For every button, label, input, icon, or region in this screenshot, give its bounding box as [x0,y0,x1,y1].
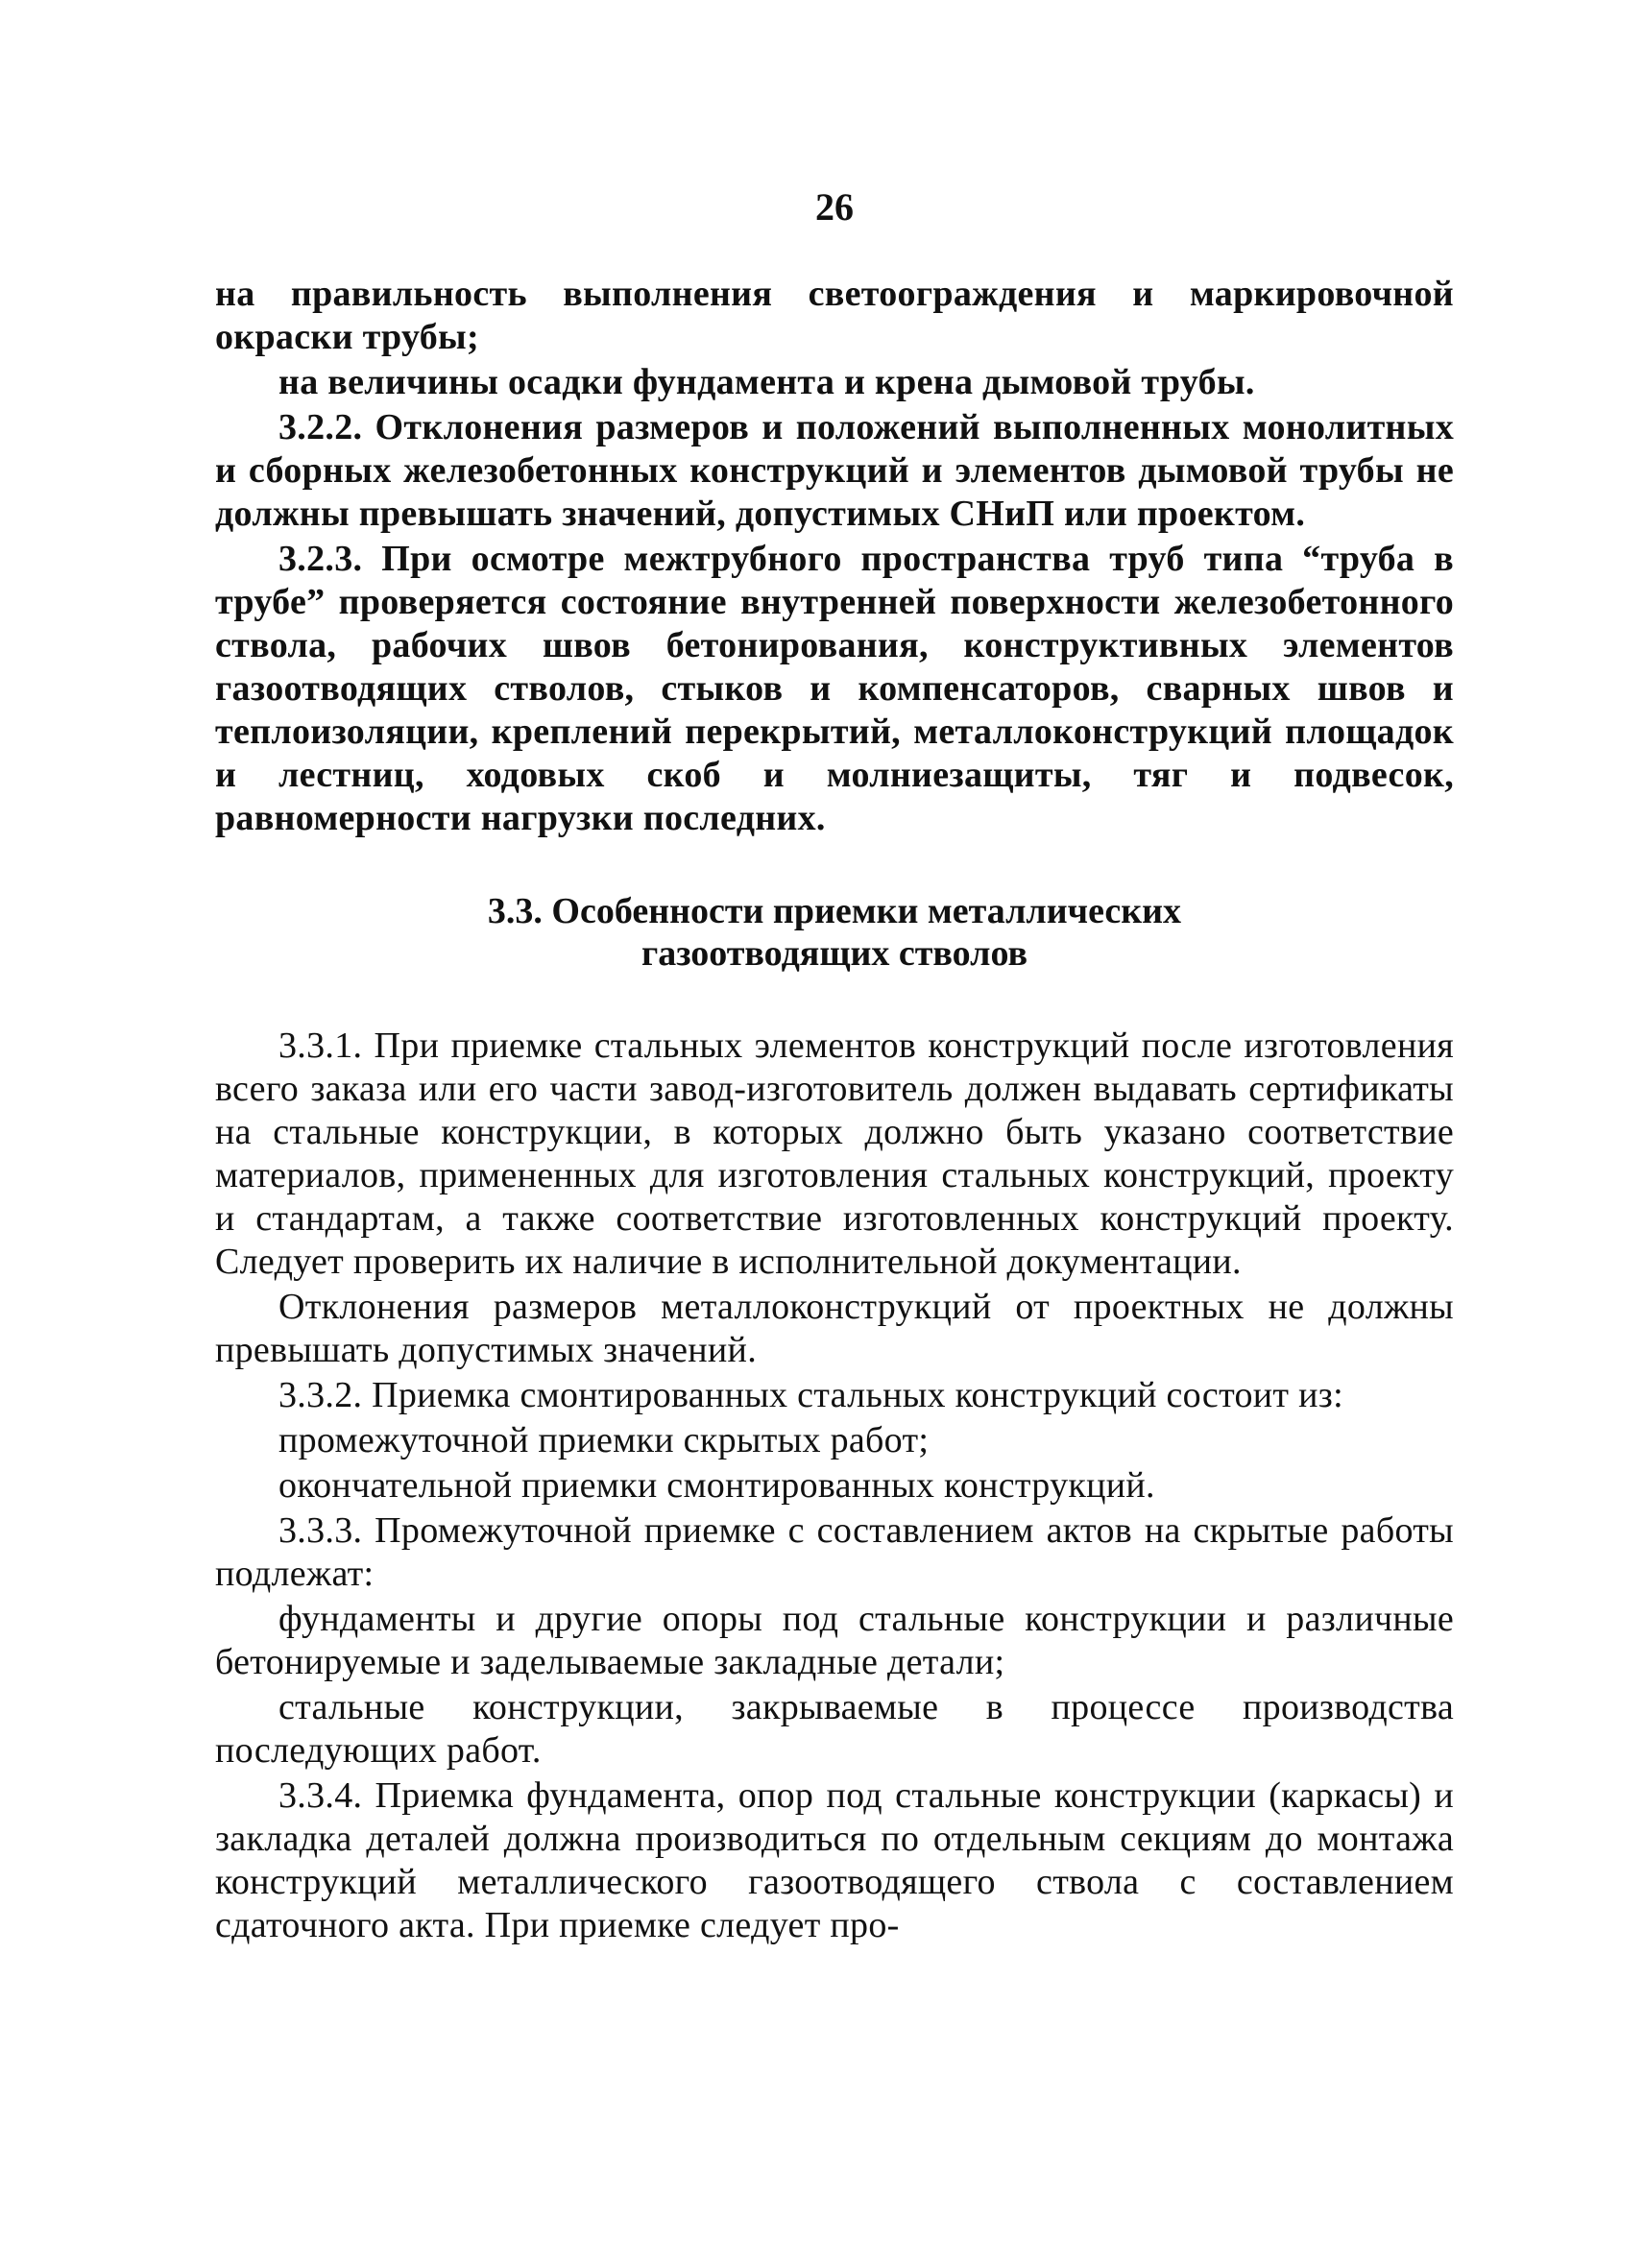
paragraph-3-2-2: 3.2.2. Отклонения размеров и положений выполненных монолитных и сборных железобетонных конструкций и элементов дымовой трубы не должны превышать значений, допустимых СНиП или проектом. [215,407,1454,534]
section-heading-3-3 [215,890,1454,975]
paragraph-3-2-3: 3.2.3. При осмотре межтрубного пространства труб типа “труба в трубе” проверяется состояние внутренней поверхности железобетонного ствола, рабочих швов бетонирования, конструктивных элементов газоотводящих стволов, стыков и компенсаторов, сварных швов и теплоизоляции, креплений перекрытий, металлоконструкций площадок и лестниц, ходовых скоб и молниезащиты, тяг и подвесок, равномерности нагрузки последних. [215,539,1454,838]
paragraph-deviations: Отклонения размеров металлоконструкций от проектных не должны превышать допустимых значений. [215,1287,1454,1370]
list-item-final: окончательной приемки смонтированных конструкций. [278,1465,1155,1506]
section-heading-line-1: 3.3. Особенности приемки металлических [487,891,1182,931]
paragraph-3-3-1: 3.3.1. При приемке стальных элементов конструкций после изготовления всего заказа или его части завод-изготовитель должен выдавать сертификаты на стальные конструкции, в которых должно быть указано соответствие материалов, примененных для изготовления стальных конструкций, проекту и стандартам, а также соответствие изготовленных конструкций проекту. Следует проверить их наличие в исполнительной документации. [215,1025,1454,1282]
document-page [215,185,1454,1949]
page-number: 26 [815,185,854,229]
paragraph-3-3-4: 3.3.4. Приемка фундамента, опор под стальные конструкции (каркасы) и закладка деталей должна производиться по отдельным секциям до монтажа конструкций металлического газоотводящего ствола с составлением сдаточного акта. При приемке следует про- [215,1775,1454,1945]
list-item-foundations: фундаменты и другие опоры под стальные конструкции и различные бетонируемые и заделываемые закладные детали; [215,1599,1454,1682]
list-item-intermediate: промежуточной приемки скрытых работ; [278,1420,930,1460]
paragraph-settlement: на величины осадки фундамента и крена дымовой трубы. [278,362,1255,402]
list-item-steel-structures: стальные конструкции, закрываемые в процессе производства последующих работ. [215,1687,1454,1771]
paragraph-3-3-3: 3.3.3. Промежуточной приемке с составлением актов на скрытые работы подлежат: [215,1510,1454,1594]
section-heading-line-2: газоотводящих стволов [641,933,1028,974]
paragraph-marking: на правильность выполнения светоограждения и маркировочной окраски трубы; [215,274,1454,357]
paragraph-3-3-2: 3.3.2. Приемка смонтированных стальных конструкций состоит из: [278,1375,1343,1415]
